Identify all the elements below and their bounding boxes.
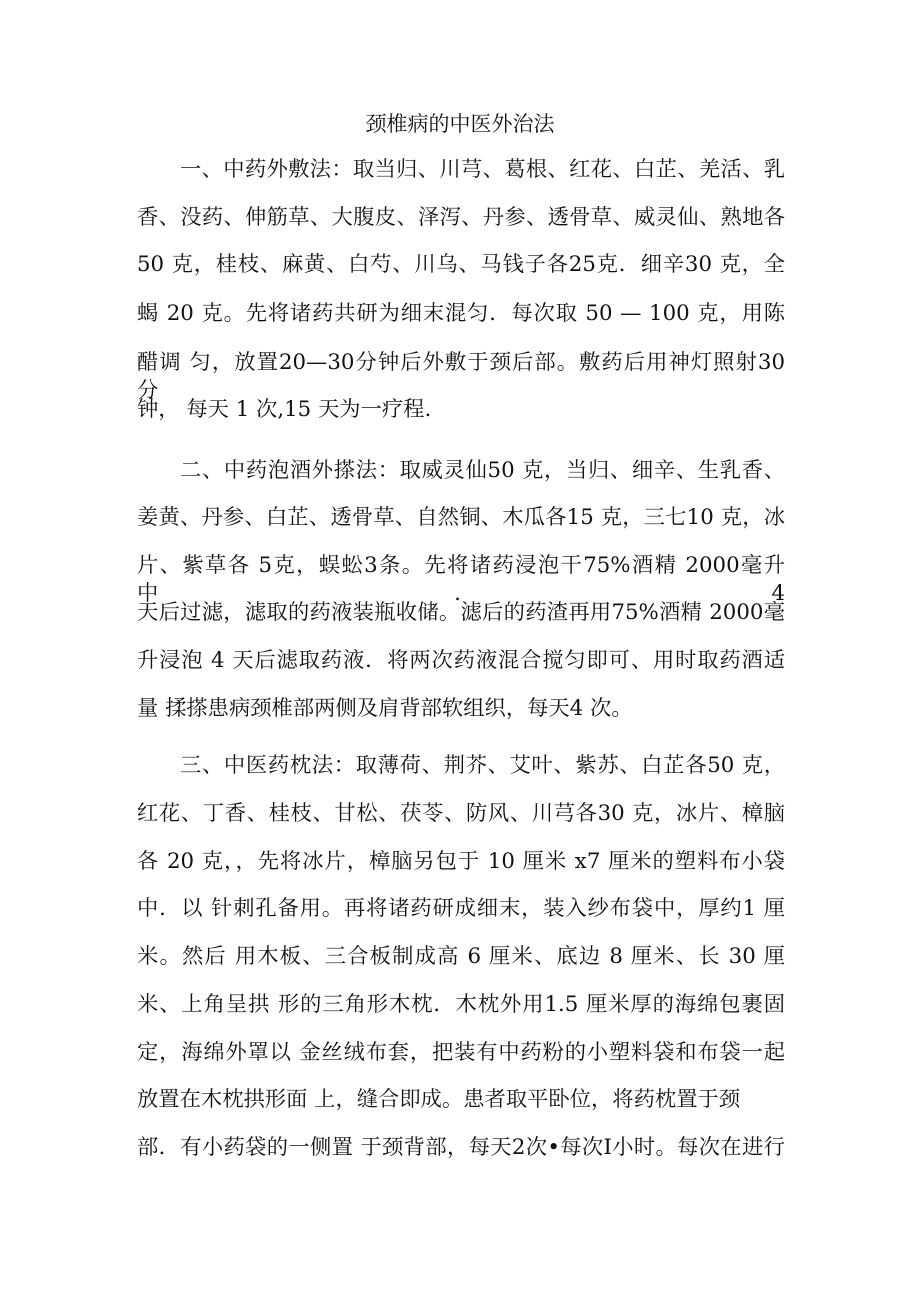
paragraph-line: 放置在木枕拱形面 上，缝合即成。患者取平卧位，将药枕置于颈 <box>137 1087 741 1112</box>
paragraph-line: 香、没药、伸筋草、大腹皮、泽泻、丹参、透骨草、威灵仙、熟地各 <box>137 205 785 230</box>
paragraph-line: 醋调 匀，放置20—30分钟后外敷于颈后部。敷药后用神灯照射30 分 <box>137 350 785 403</box>
paragraph-line: 片、紫草各 5克，蜈蚣3条。先将诸药浸泡干75%酒精 2000毫升中．4 <box>137 553 785 606</box>
paragraph-line: 红花、丁香、桂枝、甘松、茯苓、防风、川芎各30 克，冰片、樟脑 <box>137 801 785 826</box>
paragraph-line: 中．以 针刺孔备用。再将诸药研成细末，装入纱布袋中，厚约1 厘 <box>137 896 785 921</box>
paragraph-line: 三、中医药枕法：取薄荷、荆芥、艾叶、紫苏、白芷各50 克， <box>180 753 785 778</box>
paragraph-line: 部．有小药袋的一侧置 于颈背部，每天2次•每次I小时。每次在进行 <box>137 1135 785 1160</box>
paragraph-line: 各 20 克，，先将冰片，樟脑另包于 10 厘米 x7 厘米的塑料布小袋 <box>137 849 785 874</box>
paragraph-line: 量 揉搽患病颈椎部两侧及肩背部软组织，每天4 次。 <box>137 696 633 721</box>
paragraph-line: 米、上角呈拱 形的三角形木枕．木枕外用1.5 厘米厚的海绵包裹固 <box>137 992 785 1017</box>
paragraph-line: 定，海绵外罩以 金丝绒布套，把装有中药粉的小塑料袋和布袋一起 <box>137 1040 785 1065</box>
document-title: 颈椎病的中医外治法 <box>365 112 555 136</box>
paragraph-line: 米。然后 用木板、三合板制成高 6 厘米、底边 8 厘米、长 30 厘 <box>137 944 785 969</box>
paragraph-line: 姜黄、丹参、白芷、透骨草、自然铜、木瓜各15 克，三七10 克，冰 <box>137 505 785 530</box>
paragraph-line: 蝎 20 克。先将诸药共研为细末混匀．每次取 50 — 100 克，用陈 <box>137 301 785 326</box>
paragraph-line: 50 克，桂枝、麻黄、白芍、川乌、马钱子各25克．细辛30 克，全 <box>137 252 785 277</box>
paragraph-line: 一、中药外敷法：取当归、川芎、葛根、红花、白芷、羌活、乳 <box>180 157 785 182</box>
paragraph-line: 天后过滤，滤取的药液装瓶收储。滤后的药渣再用75%酒精 2000毫 <box>137 600 785 625</box>
paragraph-line: 二、中药泡酒外搽法：取威灵仙50 克，当归、细辛、生乳香、 <box>180 458 785 483</box>
paragraph-line: 钟， 每天 1 次,15 天为一疗程. <box>137 397 432 422</box>
paragraph-line: 升浸泡 4 天后滤取药液．将两次药液混合搅匀即可、用时取药酒适 <box>137 648 785 673</box>
